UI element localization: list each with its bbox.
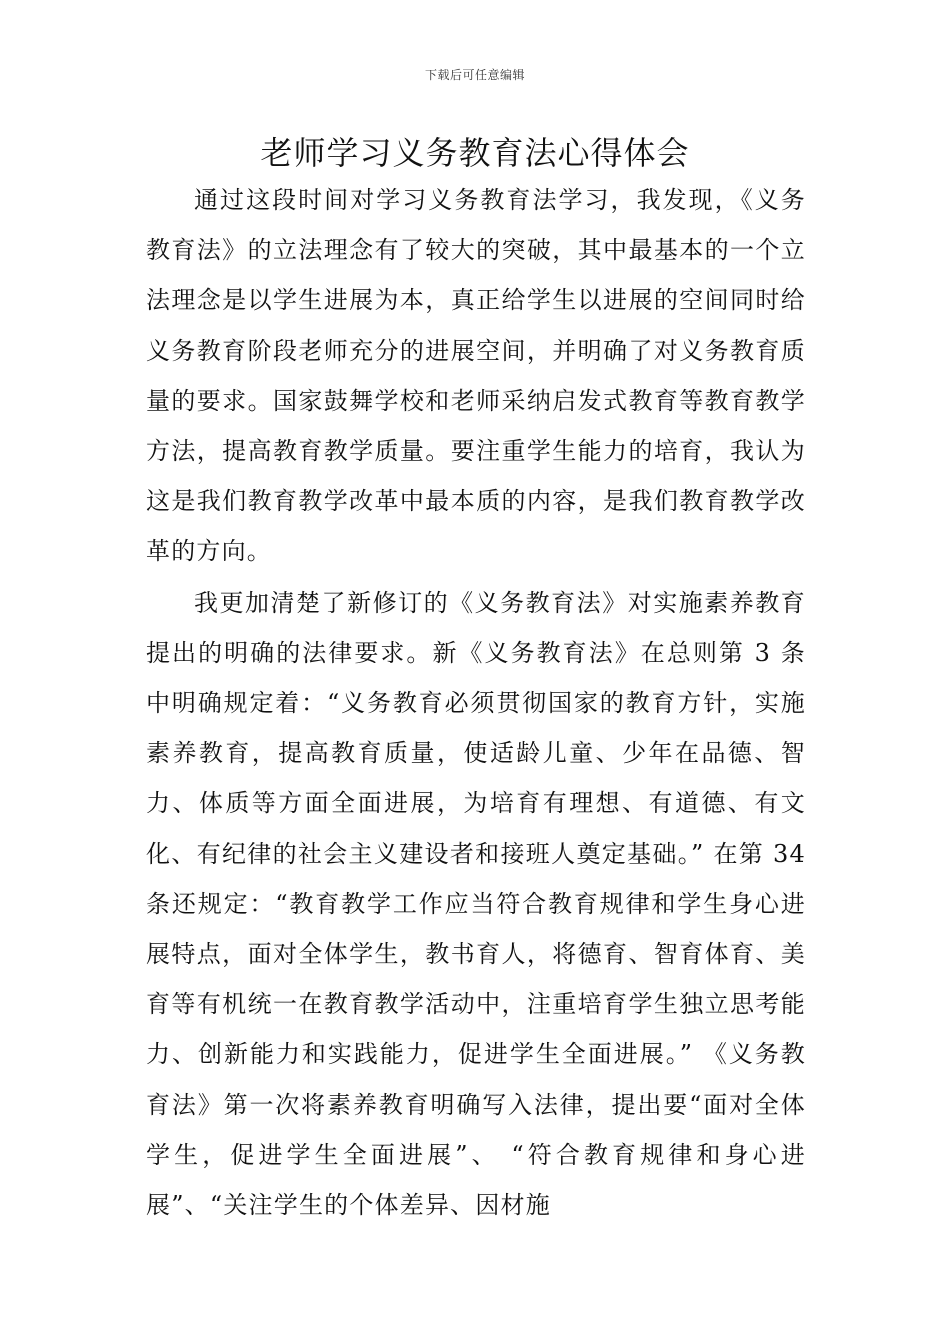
- paragraph-2: 我更加清楚了新修订的《义务教育法》对实施素养教育提出的明确的法律要求。新《义务教育法》在总则第 3 条中明确规定着：“义务教育必须贯彻国家的教育方针，实施素养教育，提高教育质量，使适龄儿童、少年在品德、智力、体质等方面全面进展，为培育有理想、有道德、有文化、有纪律的社会主义建设者和接班人奠定基础。” 在第 34 条还规定：“教育教学工作应当符合教育规律和学生身心进展特点，面对全体学生，教书育人，将德育、智育体育、美育等有机统一在教育教学活动中，注重培育学生独立思考能力、创新能力和实践能力，促进学生全面进展。” 《义务教育法》第一次将素养教育明确写入法律，提出要“面对全体学生，促进学生全面进展”、 “符合教育规律和身心进展”、“关注学生的个体差异、因材施: [146, 588, 806, 1220]
- document-body: [146, 175, 806, 1230]
- paragraph-1: 通过这段时间对学习义务教育法学习，我发现，《义务教育法》的立法理念有了较大的突破，其中最基本的一个立法理念是以学生进展为本，真正给学生以进展的空间同时给义务教育阶段老师充分的进展空间，并明确了对义务教育质量的要求。国家鼓舞学校和老师采纳启发式教育等教育教学方法，提高教育教学质量。要注重学生能力的培育，我认为这是我们教育教学改革中最本质的内容，是我们教育教学改革的方向。: [146, 186, 806, 566]
- document-title: 老师学习义务教育法心得体会: [260, 134, 690, 172]
- header-note: 下载后可任意编辑: [424, 68, 525, 82]
